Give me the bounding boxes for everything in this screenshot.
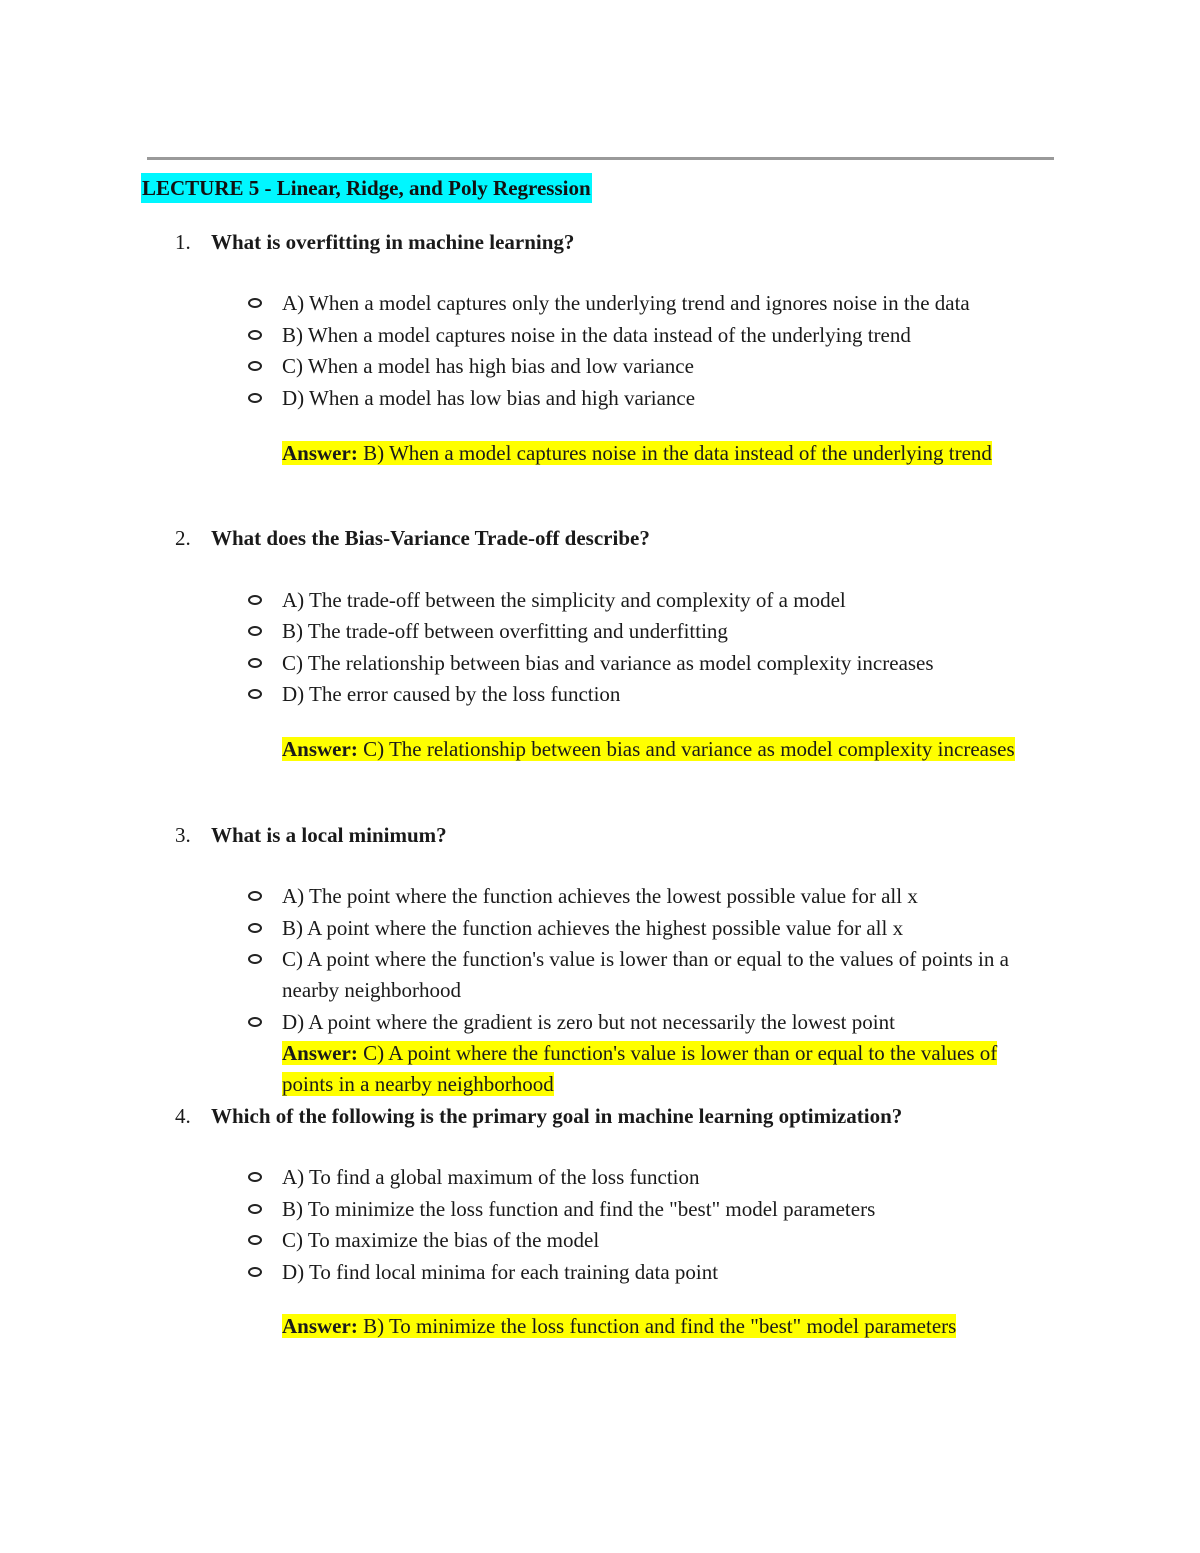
option-text: D) To find local minima for each training data point <box>282 1260 719 1284</box>
question-number: 1. <box>175 230 191 254</box>
circle-bullet-icon <box>248 1204 262 1214</box>
answer-text: C) A point where the function's value is lower than or equal to the values of points in a nearby neighborhood <box>282 1041 998 1096</box>
circle-bullet-icon <box>248 1235 262 1245</box>
circle-bullet-icon <box>248 393 262 403</box>
page-title: LECTURE 5 - Linear, Ridge, and Poly Regression <box>141 173 592 203</box>
circle-bullet-icon <box>248 298 262 308</box>
option-text: D) The error caused by the loss function <box>282 682 621 706</box>
question-number: 3. <box>175 823 191 847</box>
answer-label: Answer: <box>282 1314 358 1338</box>
option-text: A) To find a global maximum of the loss function <box>282 1165 700 1189</box>
answer-block <box>282 438 1042 469</box>
question-text: What is overfitting in machine learning? <box>211 230 575 254</box>
question-number: 2. <box>175 526 191 550</box>
circle-bullet-icon <box>248 1172 262 1182</box>
circle-bullet-icon <box>248 923 262 933</box>
option-text: C) To maximize the bias of the model <box>282 1228 600 1252</box>
option-text: A) When a model captures only the underlying trend and ignores noise in the data <box>282 291 970 315</box>
option-text: C) The relationship between bias and variance as model complexity increases <box>282 651 934 675</box>
answer-label: Answer: <box>282 1041 358 1065</box>
option-text: D) When a model has low bias and high variance <box>282 386 696 410</box>
answer-text: C) The relationship between bias and variance as model complexity increases <box>363 737 1015 761</box>
circle-bullet-icon <box>248 689 262 699</box>
answer-block <box>282 1311 1062 1342</box>
circle-bullet-icon <box>248 361 262 371</box>
answer-label: Answer: <box>282 441 358 465</box>
question-text: What is a local minimum? <box>211 823 447 847</box>
option-text: B) When a model captures noise in the data instead of the underlying trend <box>282 323 911 347</box>
circle-bullet-icon <box>248 1267 262 1277</box>
answer-block <box>282 1038 1022 1100</box>
circle-bullet-icon <box>248 1017 262 1027</box>
option-text: C) When a model has high bias and low variance <box>282 354 694 378</box>
circle-bullet-icon <box>248 891 262 901</box>
option-text: A) The point where the function achieves the lowest possible value for all x <box>282 884 918 908</box>
circle-bullet-icon <box>248 954 262 964</box>
option-text: B) A point where the function achieves the highest possible value for all x <box>282 916 904 940</box>
option-text: D) A point where the gradient is zero but not necessarily the lowest point <box>282 1010 895 1034</box>
answer-block <box>282 734 1042 765</box>
answer-label: Answer: <box>282 737 358 761</box>
circle-bullet-icon <box>248 330 262 340</box>
option-text: A) The trade-off between the simplicity and complexity of a model <box>282 588 846 612</box>
answer-text: B) To minimize the loss function and find the "best" model parameters <box>363 1314 957 1338</box>
question-number: 4. <box>175 1104 191 1128</box>
question-text: Which of the following is the primary goal in machine learning optimization? <box>211 1104 903 1128</box>
circle-bullet-icon <box>248 626 262 636</box>
question-text: What does the Bias-Variance Trade-off describe? <box>211 526 650 550</box>
circle-bullet-icon <box>248 658 262 668</box>
horizontal-rule <box>147 157 1054 160</box>
option-text: C) A point where the function's value is lower than or equal to the values of points in a nearby neighborhood <box>282 947 1009 1002</box>
option-text: B) To minimize the loss function and find the "best" model parameters <box>282 1197 876 1221</box>
option-text: B) The trade-off between overfitting and underfitting <box>282 619 728 643</box>
circle-bullet-icon <box>248 595 262 605</box>
answer-text: B) When a model captures noise in the data instead of the underlying trend <box>363 441 992 465</box>
